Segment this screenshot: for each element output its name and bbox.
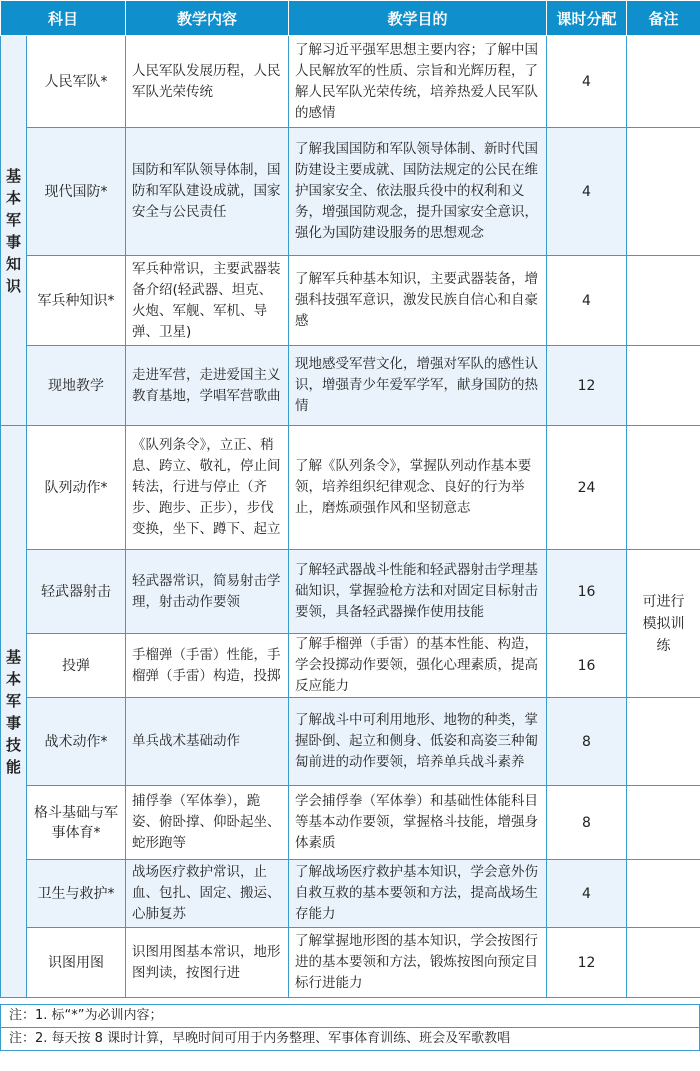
- goal-cell: 了解掌握地形图的基本知识，学会按图行进的基本要领和方法，锻炼按图向预定目标行进能力: [289, 928, 547, 998]
- table-row: [1, 860, 700, 928]
- content-cell: 军兵种常识，主要武器装备介绍(轻武器、坦克、火炮、军舰、军机、导弹、卫星): [126, 256, 289, 346]
- header-content: 教学内容: [126, 1, 289, 36]
- goal-cell: 了解《队列条令》，掌握队列动作基本要领，培养组织纪律观念、良好的行为举止，磨炼顽强作风和坚韧意志: [289, 426, 547, 550]
- hours-cell: 12: [547, 346, 627, 426]
- goal-cell: 学会捕俘拳（军体拳）和基础性体能科目等基本动作要领，掌握格斗技能，增强身体素质: [289, 786, 547, 860]
- header-subject: 科目: [1, 1, 126, 36]
- goal-cell: 了解战斗中可利用地形、地物的种类，掌握卧倒、起立和侧身、低姿和高姿三种匍匐前进的动作要领，培养单兵战斗素养: [289, 698, 547, 786]
- header-goal: 教学目的: [289, 1, 547, 36]
- table-row: [1, 698, 700, 786]
- table-row: [1, 634, 700, 698]
- table-row: [1, 550, 700, 634]
- goal-cell: 了解战场医疗救护基本知识，学会意外伤自救互救的基本要领和方法，提高战场生存能力: [289, 860, 547, 928]
- table-row: [1, 256, 700, 346]
- hours-cell: 4: [547, 860, 627, 928]
- table-row: [1, 346, 700, 426]
- content-cell: 走进军营，走进爱国主义教育基地，学唱军营歌曲: [126, 346, 289, 426]
- goal-cell: 现地感受军营文化，增强对军队的感性认识，增强青少年爱军学军，献身国防的热情: [289, 346, 547, 426]
- hours-cell: 12: [547, 928, 627, 998]
- remark-cell: [627, 860, 700, 928]
- hours-cell: 16: [547, 634, 627, 698]
- content-cell: 手榴弹（手雷）性能，手榴弹（手雷）构造，投掷: [126, 634, 289, 698]
- header-row: [1, 1, 700, 36]
- remark-cell: [627, 426, 700, 550]
- table-row: [1, 426, 700, 550]
- subject-cell: 人民军队*: [27, 36, 126, 128]
- subject-cell: 战术动作*: [27, 698, 126, 786]
- content-cell: 单兵战术基础动作: [126, 698, 289, 786]
- remark-cell: [627, 256, 700, 346]
- content-cell: 捕俘拳（军体拳），跪姿、俯卧撑、仰卧起坐、蛇形跑等: [126, 786, 289, 860]
- content-cell: 战场医疗救护常识，止血、包扎、固定、搬运、心肺复苏: [126, 860, 289, 928]
- subject-cell: 现代国防*: [27, 128, 126, 256]
- subject-cell: 现地教学: [27, 346, 126, 426]
- content-cell: 《队列条令》，立正、稍息、跨立、敬礼，停止间转法，行进与停止（齐步、跑步、正步），步伐变换，坐下、蹲下、起立: [126, 426, 289, 550]
- content-cell: 轻武器常识，简易射击学理，射击动作要领: [126, 550, 289, 634]
- goal-cell: 了解轻武器战斗性能和轻武器射击学理基础知识，掌握验枪方法和对固定目标射击要领，具备轻武器操作使用技能: [289, 550, 547, 634]
- header-remark: 备注: [627, 1, 700, 36]
- remark-cell: [627, 698, 700, 786]
- table-row: [1, 36, 700, 128]
- category-skills: 基本军事技能: [1, 426, 27, 998]
- table-row: [1, 928, 700, 998]
- notes-section: [0, 1004, 700, 1051]
- subject-cell: 军兵种知识*: [27, 256, 126, 346]
- hours-cell: 4: [547, 256, 627, 346]
- content-cell: 识图用图基本常识，地形图判读，按图行进: [126, 928, 289, 998]
- remark-merged-cell: 可进行模拟训练: [627, 550, 700, 698]
- remark-cell: [627, 346, 700, 426]
- category-knowledge: 基本军事知识: [1, 36, 27, 426]
- header-hours: 课时分配: [547, 1, 627, 36]
- table-row: [1, 128, 700, 256]
- note-schedule: 注：2. 每天按 8 课时计算，早晚时间可用于内务整理、军事体育训练、班会及军歌教唱: [1, 1027, 699, 1050]
- hours-cell: 16: [547, 550, 627, 634]
- subject-cell: 卫生与救护*: [27, 860, 126, 928]
- subject-cell: 投弹: [27, 634, 126, 698]
- hours-cell: 24: [547, 426, 627, 550]
- goal-cell: 了解习近平强军思想主要内容；了解中国人民解放军的性质、宗旨和光辉历程，了解人民军队光荣传统，培养热爱人民军队的感情: [289, 36, 547, 128]
- subject-cell: 识图用图: [27, 928, 126, 998]
- table-row: [1, 786, 700, 860]
- subject-cell: 轻武器射击: [27, 550, 126, 634]
- hours-cell: 8: [547, 786, 627, 860]
- goal-cell: 了解手榴弹（手雷）的基本性能、构造，学会投掷动作要领，强化心理素质，提高反应能力: [289, 634, 547, 698]
- subject-cell: 队列动作*: [27, 426, 126, 550]
- goal-cell: 了解我国国防和军队领导体制、新时代国防建设主要成就、国防法规定的公民在维护国家安全、依法服兵役中的权利和义务，增强国防观念，提升国家安全意识，强化为国防建设服务的思想观念: [289, 128, 547, 256]
- hours-cell: 8: [547, 698, 627, 786]
- remark-cell: [627, 928, 700, 998]
- remark-cell: [627, 36, 700, 128]
- note-required: 注：1. 标“*”为必训内容；: [1, 1004, 699, 1027]
- content-cell: 国防和军队领导体制，国防和军队建设成就，国家安全与公民责任: [126, 128, 289, 256]
- remark-cell: [627, 128, 700, 256]
- hours-cell: 4: [547, 36, 627, 128]
- remark-cell: [627, 786, 700, 860]
- content-cell: 人民军队发展历程，人民军队光荣传统: [126, 36, 289, 128]
- hours-cell: 4: [547, 128, 627, 256]
- subject-cell: 格斗基础与军事体育*: [27, 786, 126, 860]
- goal-cell: 了解军兵种基本知识，主要武器装备，增强科技强军意识，激发民族自信心和自豪感: [289, 256, 547, 346]
